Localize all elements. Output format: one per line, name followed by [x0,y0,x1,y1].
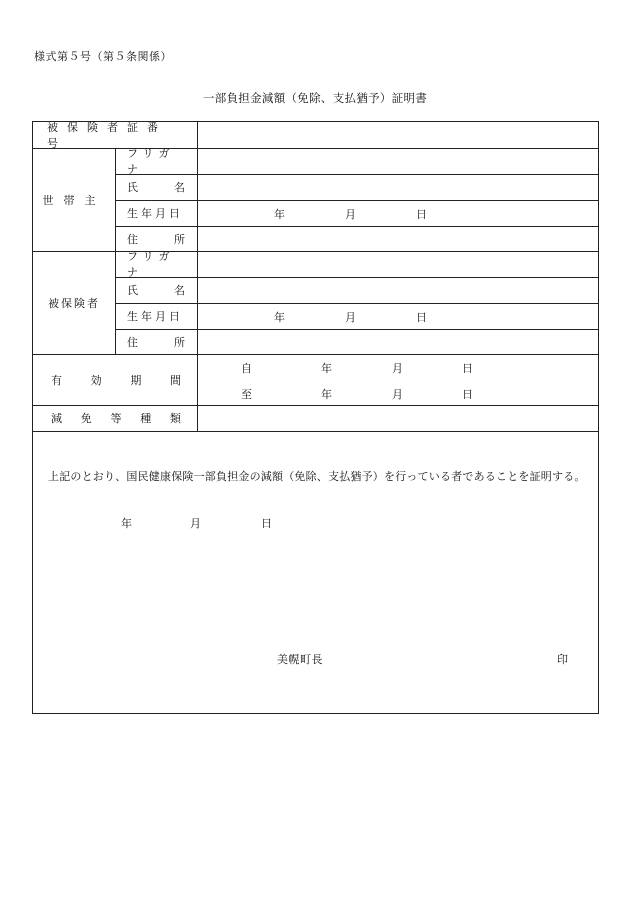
householder-birth-day: 日 [416,208,427,221]
row-divider [33,431,598,432]
validity-from-label: 自 [241,362,252,375]
sub-row-divider [115,303,598,304]
seal-mark: 印 [557,653,568,666]
insured-name-label: 氏 名 [127,284,185,297]
certificate-form [32,121,599,714]
column-divider [197,122,198,431]
insured-address-label: 住 所 [127,335,185,349]
householder-furigana-label: フリガナ [127,147,175,176]
householder-name-label: 氏 名 [127,181,185,194]
insured-birth-day: 日 [416,311,427,324]
validity-to-year: 年 [321,388,332,401]
certification-month: 月 [190,517,201,530]
sub-row-divider [115,200,598,201]
insured-birthdate-label: 生年月日 [127,310,183,323]
householder-label: 世帯主 [42,193,106,207]
validity-from-month: 月 [392,362,403,375]
certification-day: 日 [261,517,272,530]
certification-statement: 上記のとおり、国民健康保険一部負担金の減額（免除、支払猶予）を行っている者であることを証明する。 [48,470,586,483]
sub-row-divider [115,329,598,330]
insured-person-label: 被保険者 [48,296,100,310]
row-divider [33,251,598,252]
insured-birth-year: 年 [274,311,285,324]
householder-address-label: 住 所 [127,232,185,246]
document-title: 一部負担金減額（免除、支払猶予）証明書 [202,91,428,105]
certification-year: 年 [121,517,132,530]
sub-row-divider [115,277,598,278]
reduction-type-label: 減 免 等 種 類 [51,412,181,425]
validity-to-label: 至 [241,388,252,401]
form-number: 様式第５号（第５条関係） [34,50,172,63]
insured-id-label: 被保険者証番号 [47,121,167,150]
insured-furigana-label: フリガナ [127,250,175,279]
validity-period-label: 有 効 期 間 [51,373,181,387]
validity-to-day: 日 [462,388,473,401]
validity-from-day: 日 [462,362,473,375]
sub-row-divider [115,174,598,175]
sub-row-divider [115,226,598,227]
householder-birthdate-label: 生年月日 [127,207,183,220]
householder-birth-month: 月 [345,208,356,221]
validity-from-year: 年 [321,362,332,375]
householder-birth-year: 年 [274,208,285,221]
signer-title: 美幌町長 [277,653,323,666]
column-divider [115,148,116,354]
validity-to-month: 月 [392,388,403,401]
insured-birth-month: 月 [345,311,356,324]
